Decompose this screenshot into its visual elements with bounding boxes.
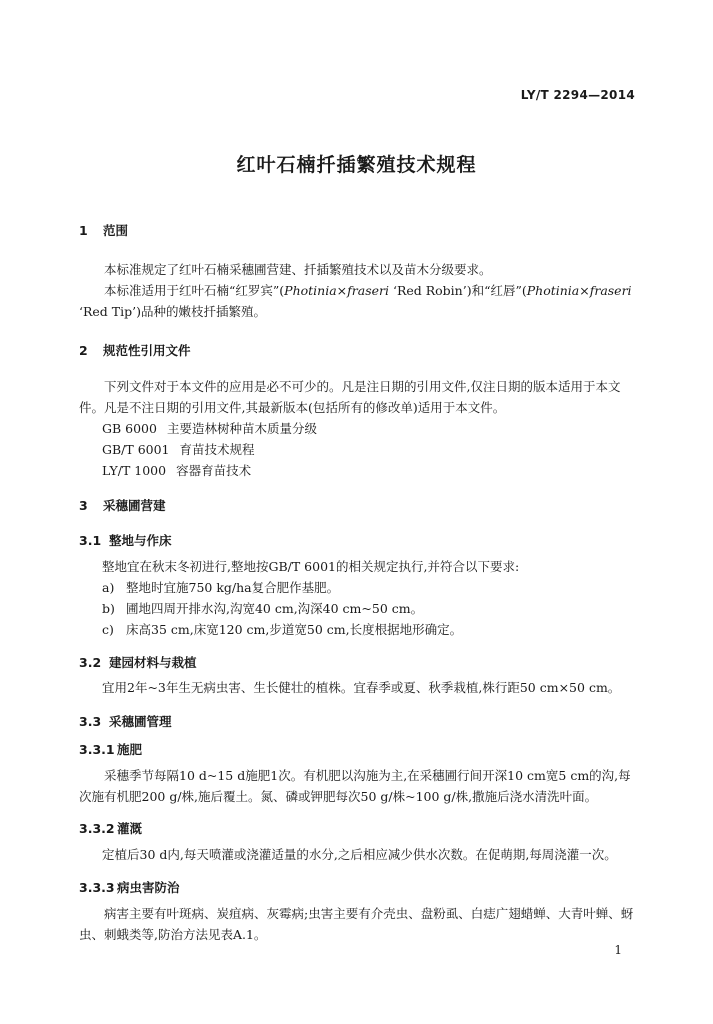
list-tag: b) bbox=[102, 601, 115, 616]
list-text: 床高35 cm,床宽120 cm,步道宽50 cm,长度根据地形确定。 bbox=[126, 622, 463, 637]
scope-text-c: ‘Red Tip’)品种的嫩枝扦插繁殖。 bbox=[79, 304, 266, 319]
scope-text-b: ‘Red Robin’)和“红唇”( bbox=[389, 283, 527, 298]
document-title: 红叶石楠扦插繁殖技术规程 bbox=[236, 154, 477, 176]
list-item bbox=[102, 598, 423, 619]
section-number: 1 bbox=[79, 223, 88, 238]
subsection-3-3-3-heading bbox=[79, 878, 180, 896]
scope-paragraph-2 bbox=[79, 280, 635, 322]
subsection-title: 灌溉 bbox=[117, 821, 143, 836]
irrigation-paragraph: 定植后30 d内,每天喷灌或浇灌适量的水分,之后相应减少供水次数。在促萌期,每周浇灌一次。 bbox=[102, 847, 617, 862]
subsection-title: 采穗圃管理 bbox=[109, 714, 172, 729]
reference-name: 容器育苗技术 bbox=[176, 463, 252, 478]
reference-name: 育苗技术规程 bbox=[179, 442, 255, 457]
section-1-heading bbox=[79, 221, 128, 239]
fertilization-paragraph: 采穗季节每隔10 d~15 d施肥1次。有机肥以沟施为主,在采穗圃行间开深10 cm宽5 cm的沟,每次施有机肥200 g/株,施后覆土。氮、磷或钾肥每次50 g/株~100 g/株,撒施后浇水清洗叶面。 bbox=[79, 768, 631, 804]
reference-code: LY/T 1000 bbox=[102, 463, 167, 478]
species-name: Photinia×fraseri bbox=[284, 283, 389, 298]
reference-item bbox=[102, 439, 255, 460]
list-item bbox=[102, 619, 462, 640]
subsection-number: 3.3.1 bbox=[79, 742, 115, 757]
section-2-heading bbox=[79, 341, 191, 359]
standard-code: LY/T 2294—2014 bbox=[520, 88, 635, 102]
list-text: 圃地四周开排水沟,沟宽40 cm,沟深40 cm~50 cm。 bbox=[126, 601, 424, 616]
reference-item bbox=[102, 460, 251, 481]
scope-paragraph-1: 本标准规定了红叶石楠采穗圃营建、扦插繁殖技术以及苗木分级要求。 bbox=[104, 262, 492, 277]
page-number: 1 bbox=[614, 943, 622, 957]
subsection-number: 3.3 bbox=[79, 714, 102, 729]
list-item bbox=[102, 577, 339, 598]
subsection-number: 3.2 bbox=[79, 655, 102, 670]
subsection-3-2-heading bbox=[79, 653, 197, 671]
section-3-heading bbox=[79, 496, 166, 514]
references-paragraph: 下列文件对于本文件的应用是必不可少的。凡是注日期的引用文件,仅注日期的版本适用于本文件。凡是不注日期的引用文件,其最新版本(包括所有的修改单)适用于本文件。 bbox=[79, 379, 621, 415]
reference-code: GB/T 6001 bbox=[102, 442, 170, 457]
section-number: 2 bbox=[79, 343, 88, 358]
subsection-3-3-1-heading bbox=[79, 740, 142, 758]
subsection-number: 3.3.3 bbox=[79, 880, 115, 895]
section-title: 规范性引用文件 bbox=[103, 343, 191, 358]
reference-name: 主要造林树种苗木质量分级 bbox=[166, 421, 317, 436]
list-tag: c) bbox=[102, 622, 114, 637]
subsection-title: 病虫害防治 bbox=[117, 880, 180, 895]
subsection-number: 3.1 bbox=[79, 533, 102, 548]
pest-control-paragraph: 病害主要有叶斑病、炭疽病、灰霉病;虫害主要有介壳虫、盘粉虱、白痣广翅蜡蝉、大青叶蝉、蚜虫、刺蛾类等,防治方法见表A.1。 bbox=[79, 906, 634, 942]
reference-item bbox=[102, 418, 317, 439]
section-title: 采穗圃营建 bbox=[103, 498, 166, 513]
section-number: 3 bbox=[79, 498, 88, 513]
subsection-3-1-heading bbox=[79, 531, 172, 549]
list-text: 整地时宜施750 kg/ha复合肥作基肥。 bbox=[126, 580, 340, 595]
subsection-title: 施肥 bbox=[117, 742, 143, 757]
scope-text-a: 本标准适用于红叶石楠“红罗宾”( bbox=[104, 283, 285, 298]
species-name: Photinia×fraseri bbox=[526, 283, 632, 298]
subsection-3-3-2-heading bbox=[79, 819, 142, 837]
reference-code: GB 6000 bbox=[102, 421, 157, 436]
planting-paragraph: 宜用2年~3年生无病虫害、生长健壮的植株。宜春季或夏、秋季栽植,株行距50 cm×50 cm。 bbox=[102, 680, 621, 695]
list-tag: a) bbox=[102, 580, 115, 595]
site-prep-intro: 整地宜在秋末冬初进行,整地按GB/T 6001的相关规定执行,并符合以下要求: bbox=[102, 559, 520, 574]
subsection-title: 建园材料与栽植 bbox=[109, 655, 197, 670]
section-title: 范围 bbox=[103, 223, 129, 238]
subsection-title: 整地与作床 bbox=[109, 533, 172, 548]
subsection-number: 3.3.2 bbox=[79, 821, 115, 836]
subsection-3-3-heading bbox=[79, 712, 172, 730]
